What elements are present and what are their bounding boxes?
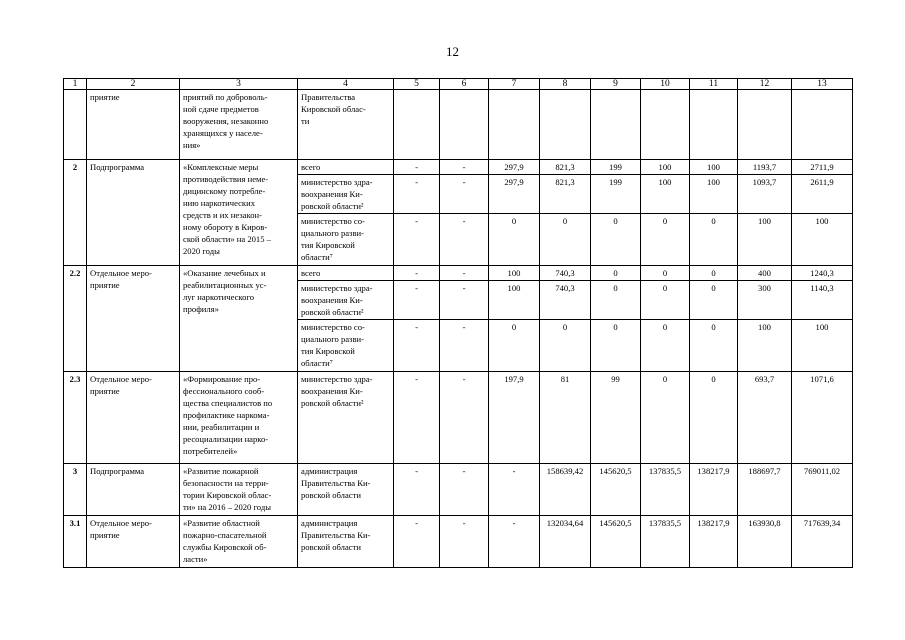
value-cell: 297,9 [489, 160, 540, 175]
header-cell: 6 [440, 79, 489, 90]
value-cell: 0 [540, 214, 591, 266]
value-cell: - [489, 464, 540, 516]
value-cell: 0 [690, 320, 738, 372]
value-cell: 145620,5 [591, 516, 641, 568]
value-cell: 197,9 [489, 372, 540, 464]
row-type: Отдельное меро- приятие [87, 266, 180, 372]
row-executor: министерство со- циального разви- тия Кировской области⁷ [298, 214, 394, 266]
value-cell: 100 [792, 214, 853, 266]
value-cell: 0 [690, 266, 738, 281]
row-name: «Развитие областной пожарно-спасательной службы Кировской об- ласти» [180, 516, 298, 568]
value-cell: 1071,6 [792, 372, 853, 464]
value-cell: 400 [738, 266, 792, 281]
value-cell: 138217,9 [690, 464, 738, 516]
page-number: 12 [446, 44, 459, 59]
value-cell: 0 [641, 266, 690, 281]
row-number: 3.1 [64, 516, 87, 568]
value-cell: 1193,7 [738, 160, 792, 175]
value-cell: - [440, 266, 489, 281]
row-executor: всего [298, 160, 394, 175]
header-cell: 3 [180, 79, 298, 90]
value-cell: 100 [792, 320, 853, 372]
value-cell: 81 [540, 372, 591, 464]
value-cell: 0 [591, 320, 641, 372]
row-type: Подпрограмма [87, 464, 180, 516]
value-cell: 0 [690, 372, 738, 464]
value-cell: 0 [690, 214, 738, 266]
row-number: 2.3 [64, 372, 87, 464]
value-cell [591, 90, 641, 160]
value-cell: - [440, 281, 489, 320]
value-cell: - [394, 516, 440, 568]
value-cell: - [394, 320, 440, 372]
row-name: «Формирование про- фессионального сооб- щества специалистов по профилактике наркома- нии, реабилитации и ресоциализации нарко- потребителей» [180, 372, 298, 464]
header-cell: 11 [690, 79, 738, 90]
value-cell: 0 [641, 214, 690, 266]
header-cell: 8 [540, 79, 591, 90]
value-cell: 1240,3 [792, 266, 853, 281]
value-cell [440, 90, 489, 160]
value-cell: 100 [489, 266, 540, 281]
row-type: приятие [87, 90, 180, 160]
row-name: «Оказание лечебных и реабилитационных ус- луг наркотического профиля» [180, 266, 298, 372]
value-cell: 0 [489, 214, 540, 266]
value-cell: - [394, 175, 440, 214]
row-executor: министерство здра- воохранения Ки- ровской области² [298, 281, 394, 320]
row-number: 2 [64, 160, 87, 266]
value-cell: 100 [641, 175, 690, 214]
header-cell: 5 [394, 79, 440, 90]
value-cell: - [440, 372, 489, 464]
value-cell: 0 [591, 214, 641, 266]
value-cell: 769011,02 [792, 464, 853, 516]
table-row [64, 464, 853, 516]
value-cell: 100 [738, 214, 792, 266]
value-cell: 158639,42 [540, 464, 591, 516]
value-cell: 132034,64 [540, 516, 591, 568]
value-cell: - [440, 320, 489, 372]
value-cell: 1140,3 [792, 281, 853, 320]
value-cell: 99 [591, 372, 641, 464]
table-row [64, 266, 853, 281]
value-cell: - [394, 160, 440, 175]
table-row [64, 160, 853, 175]
row-number: 2.2 [64, 266, 87, 372]
value-cell: 821,3 [540, 175, 591, 214]
value-cell: 137835,5 [641, 516, 690, 568]
value-cell: 138217,9 [690, 516, 738, 568]
value-cell: - [440, 175, 489, 214]
header-cell: 12 [738, 79, 792, 90]
value-cell: 0 [641, 281, 690, 320]
value-cell: 740,3 [540, 281, 591, 320]
value-cell: 1093,7 [738, 175, 792, 214]
row-name: «Комплексные меры противодействия неме- дицинскому потребле- нию наркотических средств и их незакон- ному обороту в Киров- ской области» на 2015 – 2020 годы [180, 160, 298, 266]
value-cell: 0 [641, 372, 690, 464]
value-cell: 199 [591, 175, 641, 214]
value-cell: 693,7 [738, 372, 792, 464]
header-cell: 1 [64, 79, 87, 90]
value-cell [738, 90, 792, 160]
value-cell: 2611,9 [792, 175, 853, 214]
header-cell: 9 [591, 79, 641, 90]
row-number [64, 90, 87, 160]
row-executor: всего [298, 266, 394, 281]
value-cell: - [489, 516, 540, 568]
table-row [64, 372, 853, 464]
value-cell: 100 [489, 281, 540, 320]
value-cell [489, 90, 540, 160]
row-type: Подпрограмма [87, 160, 180, 266]
value-cell: 0 [690, 281, 738, 320]
value-cell: 2711,9 [792, 160, 853, 175]
value-cell [690, 90, 738, 160]
value-cell: - [440, 516, 489, 568]
value-cell: 199 [591, 160, 641, 175]
value-cell [540, 90, 591, 160]
header-cell: 10 [641, 79, 690, 90]
header-cell: 2 [87, 79, 180, 90]
row-name: приятий по доброволь- ной сдаче предметов вооружения, незаконно хранящихся у населе- ния» [180, 90, 298, 160]
budget-table [63, 78, 853, 568]
value-cell: - [440, 160, 489, 175]
header-row [64, 79, 853, 90]
value-cell: 188697,7 [738, 464, 792, 516]
row-number: 3 [64, 464, 87, 516]
value-cell: 137835,5 [641, 464, 690, 516]
row-executor: министерство со- циального разви- тия Кировской области⁷ [298, 320, 394, 372]
row-executor: администрация Правительства Ки- ровской области [298, 516, 394, 568]
value-cell: 100 [690, 160, 738, 175]
value-cell: 145620,5 [591, 464, 641, 516]
value-cell: 740,3 [540, 266, 591, 281]
value-cell: - [440, 214, 489, 266]
value-cell: - [394, 266, 440, 281]
value-cell: - [394, 464, 440, 516]
value-cell: 100 [738, 320, 792, 372]
row-executor: Правительства Кировской облас- ти [298, 90, 394, 160]
row-executor: министерство здра- воохранения Ки- ровской области² [298, 175, 394, 214]
row-name: «Развитие пожарной безопасности на терри- тории Кировской облас- ти» на 2016 – 2020 годы [180, 464, 298, 516]
value-cell: 0 [591, 266, 641, 281]
value-cell: - [440, 464, 489, 516]
value-cell: 100 [690, 175, 738, 214]
value-cell [394, 90, 440, 160]
value-cell: 300 [738, 281, 792, 320]
header-cell: 7 [489, 79, 540, 90]
header-cell: 13 [792, 79, 853, 90]
table-row [64, 90, 853, 160]
value-cell: - [394, 372, 440, 464]
value-cell: 0 [489, 320, 540, 372]
value-cell: 717639,34 [792, 516, 853, 568]
row-type: Отдельное меро- приятие [87, 372, 180, 464]
value-cell: 163930,8 [738, 516, 792, 568]
value-cell: 297,9 [489, 175, 540, 214]
row-executor: администрация Правительства Ки- ровской области [298, 464, 394, 516]
value-cell: 100 [641, 160, 690, 175]
table-row [64, 516, 853, 568]
value-cell [641, 90, 690, 160]
value-cell: 0 [591, 281, 641, 320]
value-cell: - [394, 281, 440, 320]
value-cell: 0 [540, 320, 591, 372]
row-type: Отдельное меро- приятие [87, 516, 180, 568]
value-cell: 821,3 [540, 160, 591, 175]
value-cell: - [394, 214, 440, 266]
header-cell: 4 [298, 79, 394, 90]
value-cell: 0 [641, 320, 690, 372]
value-cell [792, 90, 853, 160]
row-executor: министерство здра- воохранения Ки- ровской области² [298, 372, 394, 464]
